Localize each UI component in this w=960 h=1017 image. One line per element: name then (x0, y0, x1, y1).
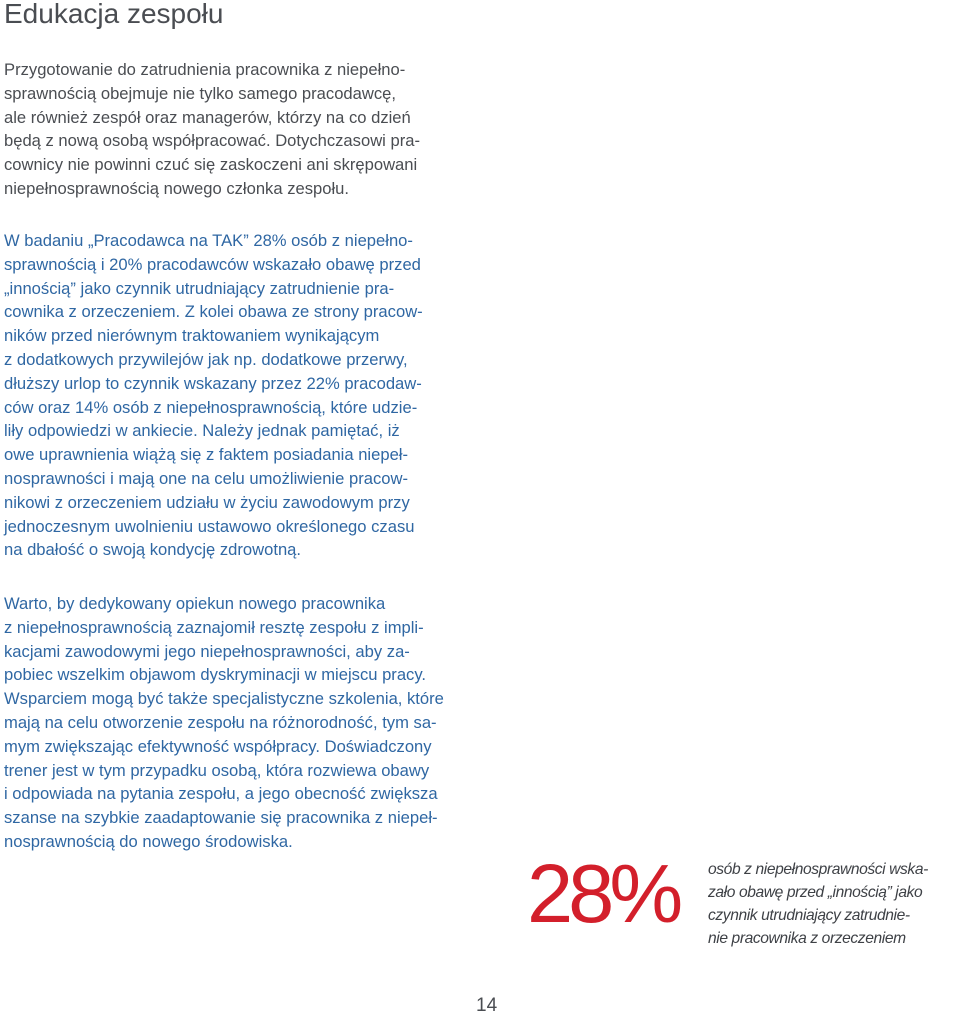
paragraph-line: mają na celu otworzenie zespołu na różnorodność, tym sa- (4, 712, 437, 732)
paragraph-line: ników przed nierównym traktowaniem wynikającym (4, 326, 380, 346)
stat-callout-caption (708, 858, 928, 950)
paragraph-line: nikowi z orzeczeniem udziału w życiu zawodowym przy (4, 492, 410, 512)
paragraph-line: z dodatkowych przywilejów jak np. dodatkowe przerwy, (4, 349, 408, 369)
caption-line: osób z niepełnosprawności wska- (708, 861, 928, 878)
paragraph-line: ale również zespół oraz managerów, którzy na co dzień (4, 107, 411, 127)
paragraph-line: Przygotowanie do zatrudnienia pracownika z niepełno- (4, 60, 406, 79)
paragraph-line: Wsparciem mogą być także specjalistyczne szkolenia, które (4, 689, 444, 709)
paragraph-line: W badaniu „Pracodawca na TAK” 28% osób z niepełno- (4, 231, 413, 250)
page-title: Edukacja zespołu (4, 0, 224, 29)
mentor-paragraph (4, 592, 444, 854)
caption-line: zało obawę przed „innością” jako (708, 884, 923, 901)
paragraph-line: „innością” jako czynnik utrudniający zatrudnienie pra- (4, 278, 395, 298)
paragraph-line: cownicy nie powinni czuć się zaskoczeni ani skrępowani (4, 155, 418, 175)
caption-line: czynnik utrudniający zatrudnie- (708, 907, 910, 924)
page-number: 14 (476, 995, 498, 1016)
paragraph-line: sprawnością i 20% pracodawców wskazało obawę przed (4, 254, 421, 274)
intro-paragraph (4, 58, 420, 201)
paragraph-line: kacjami zawodowymi jego niepełnosprawności, aby za- (4, 641, 410, 661)
paragraph-line: na dbałość o swoją kondycję zdrowotną. (4, 540, 302, 560)
paragraph-line: pobiec wszelkim objawom dyskryminacji w miejscu pracy. (4, 665, 427, 685)
paragraph-line: nosprawnością do nowego środowiska. (4, 831, 293, 851)
survey-paragraph (4, 229, 423, 562)
paragraph-line: z niepełnosprawnością zaznajomił resztę zespołu z impli- (4, 617, 424, 637)
paragraph-line: szanse na szybkie zaadaptowanie się pracownika z niepeł- (4, 808, 438, 828)
paragraph-line: i odpowiada na pytania zespołu, a jego obecność zwiększa (4, 784, 438, 804)
paragraph-line: niepełnosprawnością nowego członka zespołu. (4, 178, 350, 198)
paragraph-line: sprawnością obejmuje nie tylko samego pracodawcę, (4, 83, 397, 103)
paragraph-line: mym zwiększając efektywność współpracy. Doświadczony (4, 736, 432, 756)
paragraph-line: będą z nową osobą współpracować. Dotychczasowi pra- (4, 131, 420, 151)
paragraph-line: cownika z orzeczeniem. Z kolei obawa ze strony pracow- (4, 302, 423, 322)
paragraph-line: dłuższy urlop to czynnik wskazany przez 22% pracodaw- (4, 373, 422, 393)
paragraph-line: liły odpowiedzi w ankiecie. Należy jednak pamiętać, iż (4, 421, 400, 441)
paragraph-line: jednoczesnym uwolnieniu ustawowo określonego czasu (4, 516, 415, 536)
paragraph-line: trener jest w tym przypadku osobą, która rozwiewa obawy (4, 760, 430, 780)
caption-line: nie pracownika z orzeczeniem (708, 930, 906, 947)
paragraph-line: owe uprawnienia wiążą się z faktem posiadania niepeł- (4, 445, 409, 465)
paragraph-line: ców oraz 14% osób z niepełnosprawnością, które udzie- (4, 397, 418, 417)
paragraph-line: nosprawności i mają one na celu umożliwienie pracow- (4, 468, 408, 488)
stat-callout-number: 28% (527, 847, 679, 940)
paragraph-line: Warto, by dedykowany opiekun nowego pracownika (4, 594, 386, 613)
